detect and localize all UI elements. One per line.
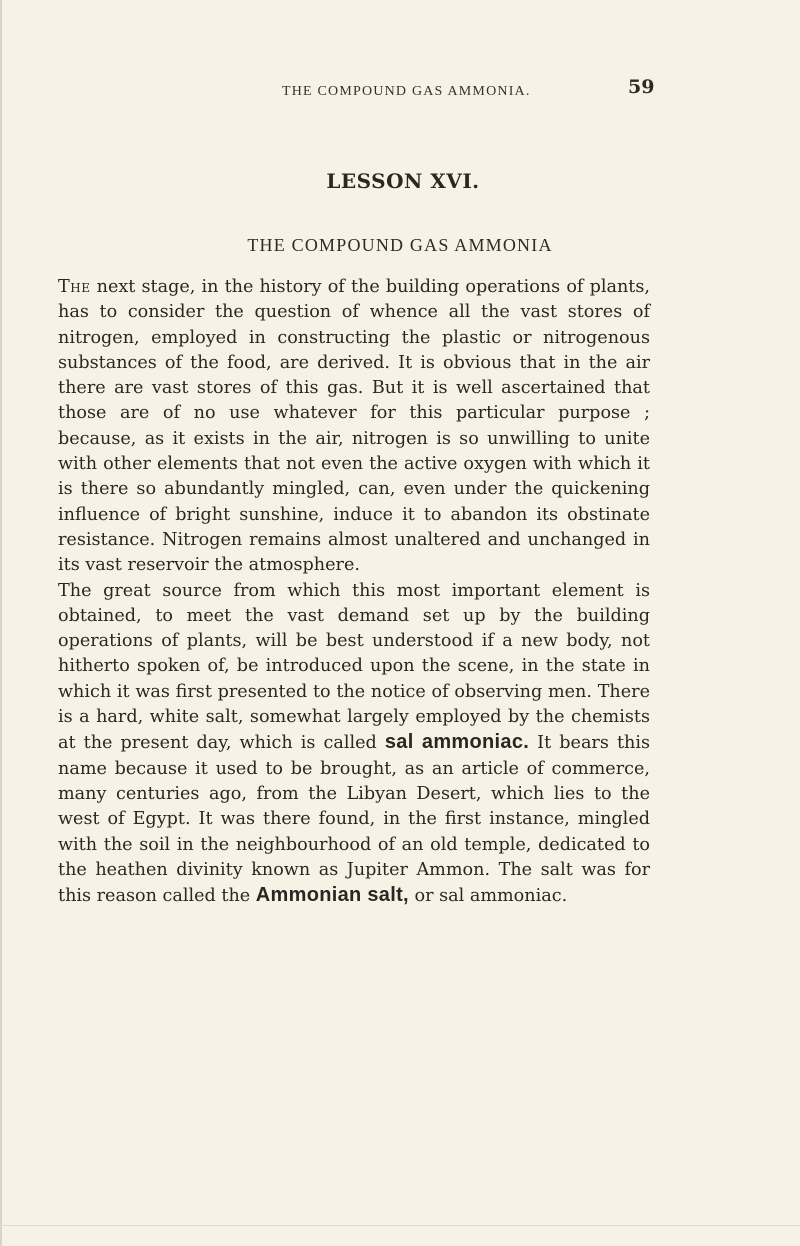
paragraph [58, 275, 650, 579]
running-head: THE COMPOUND GAS AMMONIA. [282, 84, 531, 99]
paragraph-text: next stage, in the history of the building operations of plants, has to consider the question of whence all the vast stores of nitrogen, employed in constructing the plastic or nitrogenous substances of the food, are derived. It is obvious that in the air there are vast stores of this gas. But it is well ascertained that those are of no use whatever for this particular purpose ; because, as it exists in the air, nitrogen is so unwilling to unite with other elements that not even the active oxygen with which it is there so abundantly mingled, can, even under the quickening influence of bright sunshine, induce it to abandon its obstinate resistance. Nitrogen remains almost unaltered and unchanged in its vast reservoir the atmosphere. [58, 277, 650, 576]
page-bottom-rule [0, 1225, 800, 1226]
lesson-subtitle: THE COMPOUND GAS AMMONIA [247, 235, 553, 255]
paragraph-text: The great source from which this most important element is obtained, to meet the vast demand set up by the building operations of plants, will be best understood if a new body, not hitherto spoken of, be introduced upon the scene, in the state in which it was first presented to the notice of observing men. There is a hard, white salt, somewhat largely employed by the chemists at the present day, which is called [58, 580, 650, 754]
page-number: 59 [628, 76, 655, 98]
body-text [58, 275, 650, 909]
key-term-ammonian-salt: Ammonian salt, [255, 884, 409, 907]
paragraph-lead-word: The [58, 277, 91, 297]
lesson-title: LESSON XVI. [326, 169, 480, 193]
paragraph-text: It bears this name because it used to be brought, as an article of commerce, many centuries ago, from the Libyan Desert, which lies to the west of Egypt. It was there found, in the first instance, mingled with the soil in the neighbourhood of an old temple, dedicated to the heathen divinity known as Jupiter Ammon. The salt was for this reason called the [58, 733, 650, 907]
key-term-sal-ammoniac: sal ammoniac. [384, 731, 530, 754]
paragraph-text: or sal ammoniac. [408, 886, 568, 907]
paragraph [58, 579, 650, 910]
